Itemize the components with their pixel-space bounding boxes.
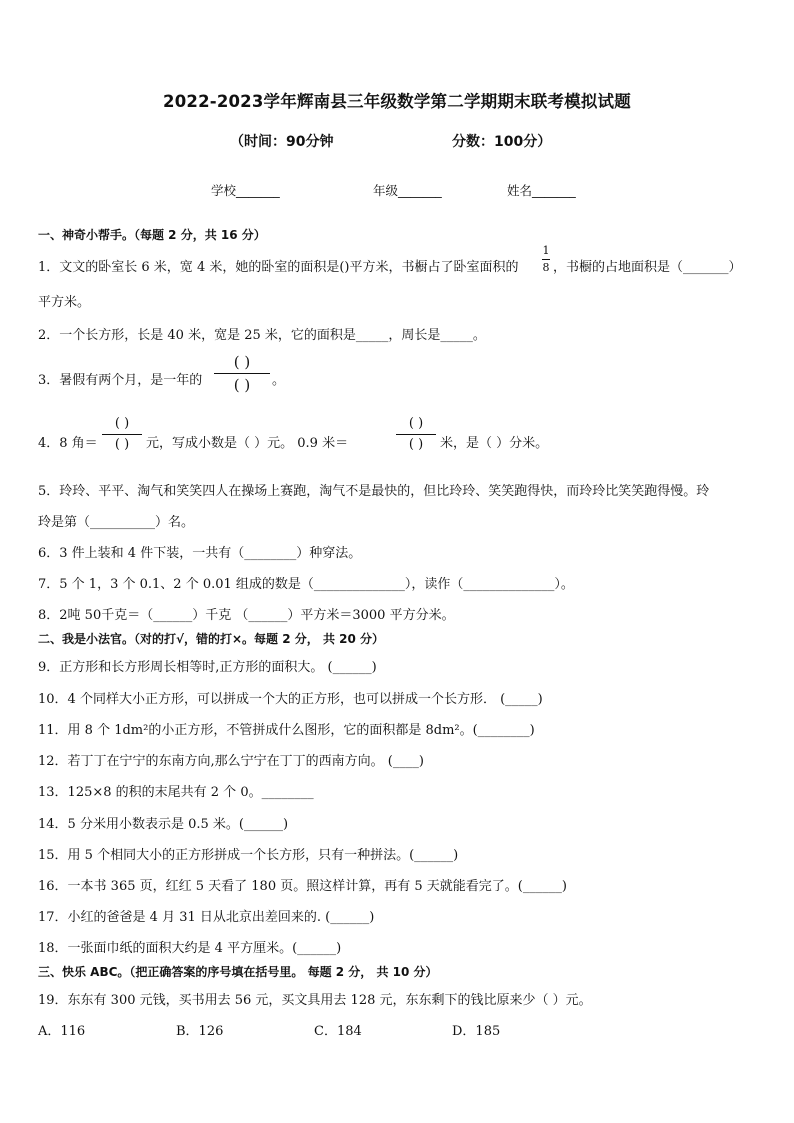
question-4-part-c: 米，是（ ）分米。	[440, 436, 549, 451]
question-4-fraction-2	[396, 415, 436, 454]
question-17: 17．小红的爸爸是 4 月 31 日从北京出差回来的. (______)	[38, 910, 375, 925]
question-18: 18．一张面巾纸的面积大约是 4 平方厘米。(______)	[38, 941, 342, 956]
question-15: 15．用 5 个相同大小的正方形拼成一个长方形，只有一种拼法。(______)	[38, 848, 459, 863]
section-2-heading: 二、我是小法官。（对的打√，错的打×。每题 2 分， 共 20 分）	[38, 632, 384, 646]
exam-time: （时间：90分钟	[230, 134, 334, 150]
question-5-part-b: 玲是第（__________）名。	[38, 515, 195, 530]
question-7: 7．5 个 1，3 个 0.1、2 个 0.01 组成的数是（______________），读作（______________）。	[38, 577, 574, 592]
fraction-numerator-blank: ( )	[114, 416, 130, 431]
option-c: C．184	[314, 1024, 362, 1039]
option-d: D．185	[452, 1024, 501, 1039]
section-3-heading: 三、快乐 ABC。（把正确答案的序号填在括号里。 每题 2 分， 共 10 分）	[38, 965, 438, 979]
question-2: 2．一个长方形，长是 40 米，宽是 25 米，它的面积是_____，周长是_____。	[38, 328, 486, 343]
question-9: 9．正方形和长方形周长相等时,正方形的面积大。 (______)	[38, 660, 377, 675]
fraction-denominator-blank: ( )	[408, 437, 424, 452]
question-8: 8．2吨 50千克＝（______）千克 （______）平方米＝3000 平方分米。	[38, 608, 455, 623]
question-16: 16．一本书 365 页，红红 5 天看了 180 页。照这样计算，再有 5 天就能看完了。(______)	[38, 879, 567, 894]
question-13: 13．125×8 的积的末尾共有 2 个 0。________	[38, 785, 314, 800]
question-3-fraction	[214, 352, 270, 395]
question-11: 11．用 8 个 1dm²的小正方形，不管拼成什么图形，它的面积都是 8dm²。(________)	[38, 723, 535, 738]
school-field: 学校_______	[211, 183, 280, 198]
question-12: 12．若丁丁在宁宁的东南方向,那么宁宁在丁丁的西南方向。 (____)	[38, 754, 424, 769]
question-1-part-b: ，书橱的占地面积是（_______）	[553, 260, 742, 275]
page-title: 2022-2023学年辉南县三年级数学第二学期期末联考模拟试题	[163, 92, 631, 111]
question-14: 14．5 分米用小数表示是 0.5 米。(______)	[38, 817, 289, 832]
fraction-denominator-blank: ( )	[114, 437, 130, 452]
fraction-denominator: 8	[542, 261, 550, 274]
question-4-part-b: 元，写成小数是（ ）元。 0.9 米＝	[146, 436, 349, 451]
fraction-denominator-blank: ( )	[233, 376, 251, 394]
question-5-part-a: 5．玲玲、平平、淘气和笑笑四人在操场上赛跑，淘气不是最快的，但比玲玲、笑笑跑得快，而玲玲比笑笑跑得慢。玲	[38, 484, 710, 499]
question-10: 10．4 个同样大小正方形，可以拼成一个大的正方形，也可以拼成一个长方形． (_____)	[38, 692, 543, 707]
option-b: B．126	[176, 1024, 224, 1039]
question-1-part-a: 1．文文的卧室长 6 米，宽 4 米，她的卧室的面积是()平方米，书橱占了卧室面积的	[38, 260, 519, 275]
name-field: 姓名_______	[507, 183, 576, 198]
question-6: 6．3 件上装和 4 件下装，一共有（________）种穿法。	[38, 546, 362, 561]
question-1-part-c: 平方米。	[38, 295, 91, 310]
option-a: A．116	[38, 1024, 86, 1039]
fraction-numerator: 1	[542, 244, 550, 257]
exam-score: 分数：100分）	[452, 134, 552, 150]
question-3-part-b: 。	[272, 373, 286, 388]
section-1-heading: 一、神奇小帮手。（每题 2 分，共 16 分）	[38, 228, 266, 242]
question-4-part-a: 4．8 角＝	[38, 436, 98, 451]
question-19: 19．东东有 300 元钱，买书用去 56 元，买文具用去 128 元，东东剩下的钱比原来少（ ）元。	[38, 993, 592, 1008]
question-4-fraction-1	[102, 415, 142, 454]
fraction-numerator-blank: ( )	[408, 416, 424, 431]
question-3-part-a: 3．暑假有两个月，是一年的	[38, 373, 203, 388]
fraction-numerator-blank: ( )	[233, 353, 251, 371]
grade-field: 年级_______	[373, 183, 442, 198]
question-1-fraction	[542, 244, 550, 275]
